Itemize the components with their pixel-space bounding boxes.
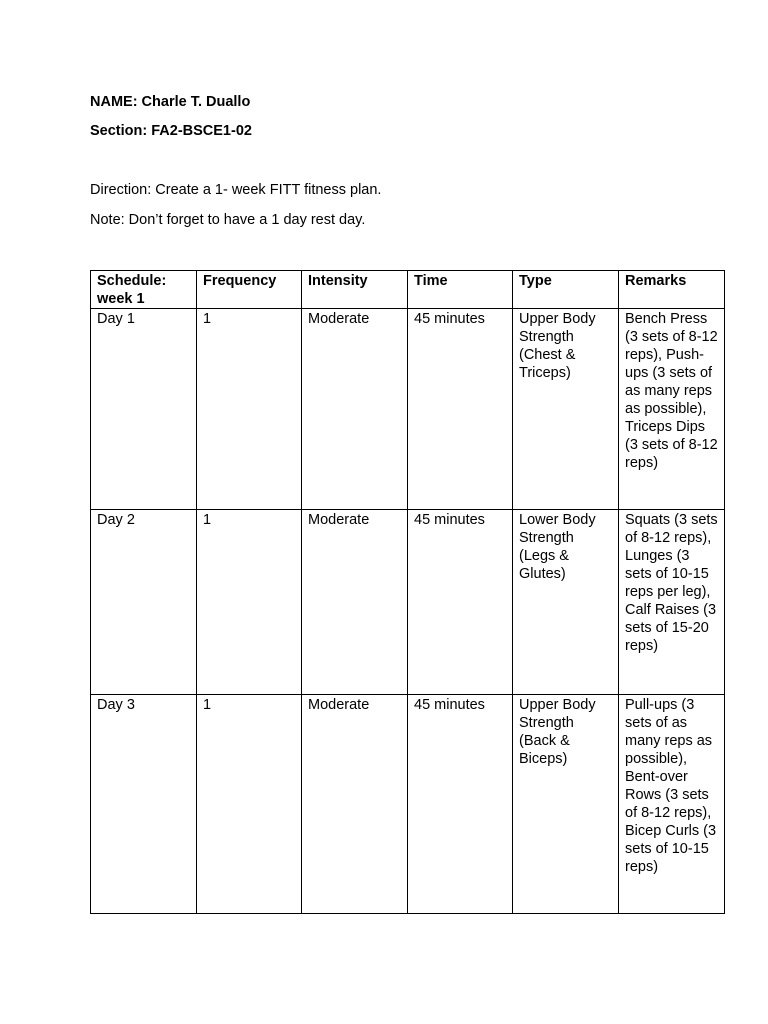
cell-intensity: Moderate <box>302 695 408 914</box>
cell-schedule: Day 1 <box>91 309 197 510</box>
cell-intensity: Moderate <box>302 510 408 695</box>
table-row <box>91 309 725 510</box>
cell-type: Lower Body Strength (Legs & Glutes) <box>513 510 619 695</box>
cell-time: 45 minutes <box>408 510 513 695</box>
cell-remarks: Bench Press (3 sets of 8-12 reps), Push-ups (3 sets of as many reps as possible), Triceps Dips (3 sets of 8-12 reps) <box>619 309 725 510</box>
header-schedule: Schedule: week 1 <box>91 271 197 309</box>
direction-text: Direction: Create a 1- week FITT fitness plan. <box>90 182 382 198</box>
cell-type: Upper Body Strength (Back & Biceps) <box>513 695 619 914</box>
cell-type: Upper Body Strength (Chest & Triceps) <box>513 309 619 510</box>
table-row <box>91 510 725 695</box>
cell-time: 45 minutes <box>408 695 513 914</box>
cell-remarks: Pull-ups (3 sets of as many reps as possible), Bent-over Rows (3 sets of 8-12 reps), Bicep Curls (3 sets of 10-15 reps) <box>619 695 725 914</box>
cell-schedule: Day 2 <box>91 510 197 695</box>
student-section: Section: FA2-BSCE1-02 <box>90 123 252 139</box>
fitt-plan-table <box>90 270 725 914</box>
cell-intensity: Moderate <box>302 309 408 510</box>
header-time: Time <box>408 271 513 309</box>
table-row <box>91 695 725 914</box>
header-type: Type <box>513 271 619 309</box>
header-intensity: Intensity <box>302 271 408 309</box>
cell-frequency: 1 <box>197 510 302 695</box>
header-remarks: Remarks <box>619 271 725 309</box>
cell-frequency: 1 <box>197 695 302 914</box>
cell-schedule: Day 3 <box>91 695 197 914</box>
cell-remarks: Squats (3 sets of 8-12 reps), Lunges (3 sets of 10-15 reps per leg), Calf Raises (3 sets of 15-20 reps) <box>619 510 725 695</box>
cell-time: 45 minutes <box>408 309 513 510</box>
cell-frequency: 1 <box>197 309 302 510</box>
note-text: Note: Don’t forget to have a 1 day rest day. <box>90 212 366 228</box>
table-header-row <box>91 271 725 309</box>
student-name: NAME: Charle T. Duallo <box>90 94 251 110</box>
header-frequency: Frequency <box>197 271 302 309</box>
